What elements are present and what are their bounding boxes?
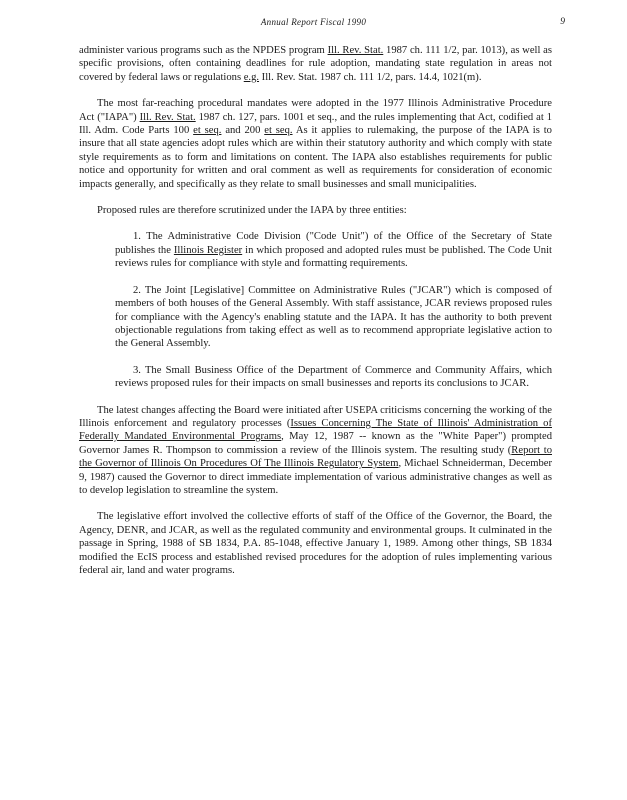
running-title: Annual Report Fiscal 1990 — [260, 17, 367, 27]
list-item-small-business: 3. The Small Business Office of the Department of Commerce and Community Affairs, which reviews proposed rules for their impacts on small businesses and reports its conclusions to JCAR. — [115, 364, 552, 390]
paragraph-entities-intro: Proposed rules are therefore scrutinized under the IAPA by three entities: — [97, 205, 407, 217]
citation-link: Ill. Rev. Stat. — [327, 45, 384, 56]
paragraph-iapa: The most far-reaching procedural mandates were adopted in the 1977 Illinois Administrative Procedure Act ("IAPA") Ill. Rev. Stat. 1987 ch. 127, pars. 1001 et seq., and the rules implementing that Act, codified at 1 Ill. Adm. Code Parts 100 et seq. and 200 et seq. As it applies to rulemaking, the purpose of the IAPA is to insure that all state agencies adopt rules which are within their statutory authority and which comply with state style requirements as to form and limitations on content. The IAPA also establishes requirements for public notice and opportunity for written and oral comment as well as requirements for consideration of economic impacts generally, and specifically as they relate to small businesses and small municipalities. — [79, 98, 553, 190]
white-paper-title: Issues Concerning The State of Illinois' Administration of Federally Mandated Environmental Programs — [79, 417, 552, 443]
paragraph-latest-changes: The latest changes affecting the Board were initiated after USEPA criticisms concerning the working of the Illinois enforcement and regulatory processes (Issues Concerning The State of Illinois' Administration of Federally Mandated Environmental Programs, May 12, 1987 -- known as the "White Paper") prompted Governor James R. Thompson to commission a review of the Illinois system. The resulting study (Report to the Governor of Illinois On Procedures Of The Illinois Regulatory System, Michael Schneiderman, December 9, 1987) caused the Governor to direct immediate implementation of various administrative changes as well as to develop legislation to streamline the system. — [79, 404, 553, 496]
illinois-register-title: Illinois Register — [173, 244, 243, 256]
citation-eg: e.g. — [243, 71, 260, 83]
list-item-jcar: 2. The Joint [Legislative] Committee on Administrative Rules ("JCAR") which is composed of members of both houses of the General Assembly. With staff assistance, JCAR reviews proposed rules for compliance with the Agency's enabling statute and the IAPA. It has the authority to both prevent objectionable regulations from taking effect as well as to recommend appropriate legislative action to the General Assembly. — [115, 284, 552, 350]
paragraph-programs: administer various programs such as the NPDES program Ill. Rev. Stat. 1987 ch. 111 1/2, par. 1013), as well as specific provisions, often containing deadlines for rule adoption, mandating state regulation in areas not covered by federal laws or regulations e.g. Ill. Rev. Stat. 1987 ch. 111 1/2, pars. 14.4, 1021(m). — [79, 45, 553, 83]
citation-iapa: Ill. Rev. Stat. — [139, 111, 196, 123]
citation-et-seq-1: et seq. — [193, 125, 222, 137]
page-header — [0, 17, 627, 31]
list-item-code-unit: 1. The Administrative Code Division ("Code Unit") of the Office of the Secretary of State publishes the Illinois Register in which proposed and adopted rules must be published. The Code Unit reviews rules for compliance with style and formatting requirements. — [115, 231, 552, 270]
page-number: 9 — [560, 17, 565, 27]
document-body — [79, 44, 552, 577]
paragraph-legislative-effort: The legislative effort involved the collective efforts of staff of the Office of the Governor, the Board, the Agency, DENR, and JCAR, as well as the regulated community and environmental groups. It culminated in the passage in Spring, 1988 of SB 1834, P.A. 85-1048, effective January 1, 1989. Among other things, SB 1834 modified the EcIS process and established revised procedures for the adoption of rules implementing various federal air, land and water programs. — [79, 511, 552, 576]
citation-et-seq-2: et seq. — [264, 125, 293, 137]
report-title: Report to the Governor of Illinois On Procedures Of The Illinois Regulatory System — [79, 444, 552, 470]
